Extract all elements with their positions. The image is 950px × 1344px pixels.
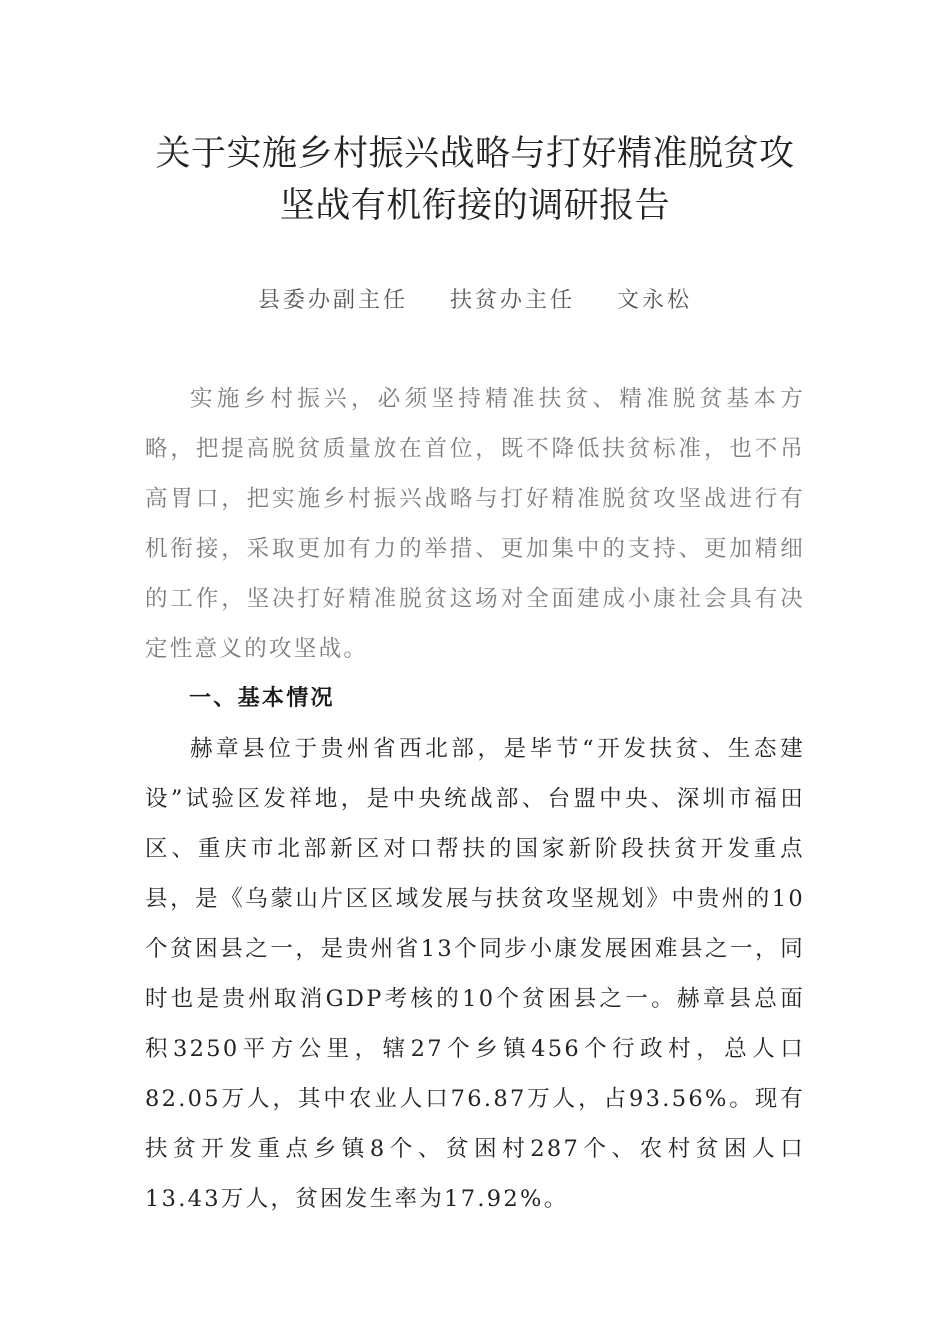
- document-title: [0, 128, 950, 232]
- document-body: [145, 374, 805, 1224]
- author-position-1: 县委办副主任: [257, 288, 408, 313]
- title-line-2: 坚战有机衔接的调研报告: [279, 186, 671, 226]
- title-line-1: 关于实施乡村振兴战略与打好精准脱贫攻: [155, 134, 795, 174]
- section-heading: 一、基本情况: [189, 686, 335, 711]
- author-position-2: 扶贫办主任: [449, 288, 575, 313]
- author-line: [0, 283, 950, 314]
- intro-paragraph: 实施乡村振兴，必须坚持精准扶贫、精准脱贫基本方略，把提高脱贫质量放在首位，既不降低扶贫标准，也不吊高胃口，把实施乡村振兴战略与打好精准脱贫攻坚战进行有机衔接，采取更加有力的举措、更加集中的支持、更加精细的工作，坚决打好精准脱贫这场对全面建成小康社会具有决定性意义的攻坚战。: [145, 386, 805, 662]
- section-paragraph: 赫章县位于贵州省西北部，是毕节“开发扶贫、生态建设”试验区发祥地，是中央统战部、台盟中央、深圳市福田区、重庆市北部新区对口帮扶的国家新阶段扶贫开发重点县，是《乌蒙山片区区域发展与扶贫攻坚规划》中贵州的10个贫困县之一，是贵州省13个同步小康发展困难县之一，同时也是贵州取消GDP考核的10个贫困县之一。赫章县总面积3250平方公里，辖27个乡镇456个行政村，总人口82.05万人，其中农业人口76.87万人，占93.56%。现有扶贫开发重点乡镇8个、贫困村287个、农村贫困人口13.43万人，贫困发生率为17.92%。: [145, 736, 805, 1212]
- author-name: 文永松: [617, 288, 693, 313]
